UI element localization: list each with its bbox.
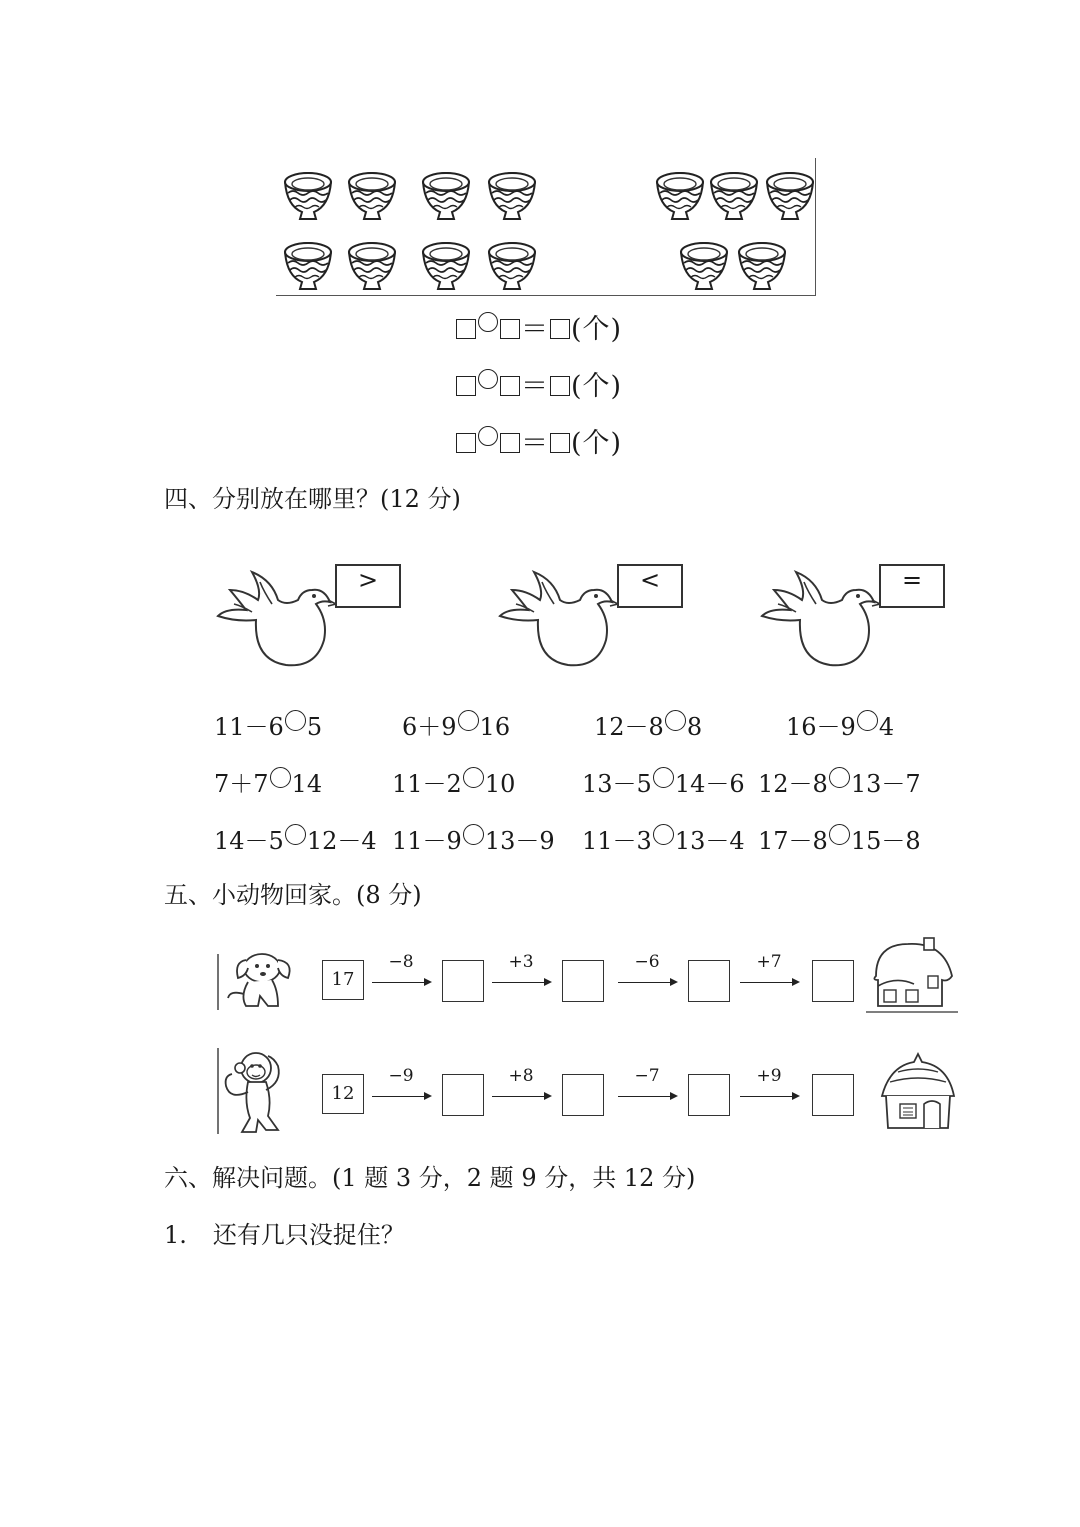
- comparison-left: 12－8: [594, 713, 664, 741]
- comparison-item: [392, 824, 555, 856]
- answer-box[interactable]: [500, 433, 520, 453]
- answer-box[interactable]: [812, 960, 854, 1002]
- comparison-symbol: <: [639, 566, 661, 594]
- operation-label: +7: [756, 952, 782, 972]
- bowl-icon: [486, 236, 538, 292]
- comparison-right: 14: [291, 770, 323, 798]
- dog-icon: [216, 950, 300, 1018]
- comparison-right: 13－7: [850, 770, 921, 798]
- answer-box[interactable]: [456, 376, 476, 396]
- comparison-left: 13－5: [582, 770, 652, 798]
- question-1: [164, 1220, 405, 1250]
- comparison-left: 6＋9: [402, 713, 457, 741]
- answer-box[interactable]: [456, 433, 476, 453]
- comparison-symbol: =: [901, 566, 923, 594]
- comparison-item: [214, 767, 322, 799]
- monkey-icon: [216, 1046, 300, 1142]
- arrow: [740, 982, 798, 983]
- unit-label: (个): [571, 314, 623, 345]
- answer-box[interactable]: [456, 319, 476, 339]
- bowl-icon: [708, 166, 760, 222]
- equals-sign: ＝: [521, 314, 549, 345]
- bowl-icon: [346, 166, 398, 222]
- comparison-right: 10: [484, 770, 516, 798]
- bowl-icon: [282, 236, 334, 292]
- comparison-item: [582, 824, 745, 856]
- house-icon: [866, 936, 958, 1018]
- bowl-icon: [346, 236, 398, 292]
- section6-heading: 六、解决问题。(1 题 3 分，2 题 9 分，共 12 分): [164, 1164, 696, 1192]
- compare-circle[interactable]: [285, 710, 306, 731]
- answer-box[interactable]: [812, 1074, 854, 1116]
- answer-box[interactable]: [550, 433, 570, 453]
- comparison-right: 15－8: [850, 827, 921, 855]
- comparison-item: [582, 767, 745, 799]
- bowl-icon: [282, 166, 334, 222]
- operation-label: +8: [508, 1066, 534, 1086]
- comparison-item: [758, 824, 921, 856]
- bowl-equation-1: [455, 312, 622, 347]
- comparison-item: [392, 767, 515, 799]
- answer-box[interactable]: [562, 960, 604, 1002]
- compare-circle[interactable]: [270, 767, 291, 788]
- answer-box[interactable]: [550, 319, 570, 339]
- comparison-left: 14－5: [214, 827, 284, 855]
- comparison-item: [758, 767, 921, 799]
- start-number-box: 17: [322, 960, 364, 1000]
- answer-box[interactable]: [550, 376, 570, 396]
- comparison-left: 11－9: [392, 827, 462, 855]
- arrow: [618, 982, 676, 983]
- compare-circle[interactable]: [285, 824, 306, 845]
- section5-heading: 五、小动物回家。(8 分): [164, 881, 422, 909]
- comparison-left: 11－3: [582, 827, 652, 855]
- compare-circle[interactable]: [653, 767, 674, 788]
- comparison-left: 11－6: [214, 713, 284, 741]
- compare-circle[interactable]: [829, 824, 850, 845]
- comparison-right: 13－9: [484, 827, 555, 855]
- arrow: [740, 1096, 798, 1097]
- compare-circle[interactable]: [665, 710, 686, 731]
- hut-icon: [878, 1052, 958, 1138]
- operation-label: −7: [634, 1066, 660, 1086]
- comparison-left: 11－2: [392, 770, 462, 798]
- compare-circle[interactable]: [463, 767, 484, 788]
- equals-sign: ＝: [521, 428, 549, 459]
- comparison-right: 5: [306, 713, 323, 741]
- question-text: 还有几只没捉住？: [212, 1221, 405, 1249]
- comparison-left: 17－8: [758, 827, 828, 855]
- compare-circle[interactable]: [653, 824, 674, 845]
- answer-box[interactable]: [562, 1074, 604, 1116]
- arrow: [492, 1096, 550, 1097]
- compare-circle[interactable]: [857, 710, 878, 731]
- start-number-box: 12: [322, 1074, 364, 1114]
- bowls-picture: [276, 158, 816, 296]
- comparison-right: 8: [686, 713, 703, 741]
- bowl-icon: [736, 236, 788, 292]
- bowl-equation-2: [455, 369, 622, 404]
- answer-box[interactable]: [442, 960, 484, 1002]
- comparison-right: 14－6: [674, 770, 745, 798]
- section4-heading: 四、分别放在哪里？(12 分): [164, 485, 461, 513]
- bowl-icon: [486, 166, 538, 222]
- answer-box[interactable]: [500, 319, 520, 339]
- bowl-icon: [654, 166, 706, 222]
- operation-label: +9: [756, 1066, 782, 1086]
- bowl-icon: [420, 166, 472, 222]
- comparison-right: 4: [878, 713, 895, 741]
- operator-circle[interactable]: [478, 369, 498, 389]
- compare-circle[interactable]: [463, 824, 484, 845]
- comparison-item: [214, 824, 377, 856]
- bowl-icon: [678, 236, 730, 292]
- comparison-symbol: >: [357, 566, 379, 594]
- comparison-left: 12－8: [758, 770, 828, 798]
- answer-box[interactable]: [688, 960, 730, 1002]
- comparison-item: [214, 710, 322, 742]
- answer-box[interactable]: [442, 1074, 484, 1116]
- bowl-equation-3: [455, 426, 622, 461]
- comparison-item: [402, 710, 510, 742]
- comparison-left: 16－9: [786, 713, 856, 741]
- equals-sign: ＝: [521, 371, 549, 402]
- compare-circle[interactable]: [458, 710, 479, 731]
- question-number: 1.: [164, 1221, 187, 1249]
- operation-label: +3: [508, 952, 534, 972]
- unit-label: (个): [571, 371, 623, 402]
- arrow: [372, 982, 430, 983]
- comparison-right: 12－4: [306, 827, 377, 855]
- operation-label: −6: [634, 952, 660, 972]
- comparison-item: [594, 710, 702, 742]
- arrow: [618, 1096, 676, 1097]
- answer-box[interactable]: [688, 1074, 730, 1116]
- arrow: [372, 1096, 430, 1097]
- unit-label: (个): [571, 428, 623, 459]
- bowl-icon: [764, 166, 816, 222]
- comparison-left: 7＋7: [214, 770, 269, 798]
- operation-label: −8: [388, 952, 414, 972]
- arrow: [492, 982, 550, 983]
- compare-circle[interactable]: [829, 767, 850, 788]
- answer-box[interactable]: [500, 376, 520, 396]
- operator-circle[interactable]: [478, 426, 498, 446]
- operation-label: −9: [388, 1066, 414, 1086]
- bowl-icon: [420, 236, 472, 292]
- comparison-right: 13－4: [674, 827, 745, 855]
- comparison-right: 16: [479, 713, 511, 741]
- operator-circle[interactable]: [478, 312, 498, 332]
- comparison-item: [786, 710, 894, 742]
